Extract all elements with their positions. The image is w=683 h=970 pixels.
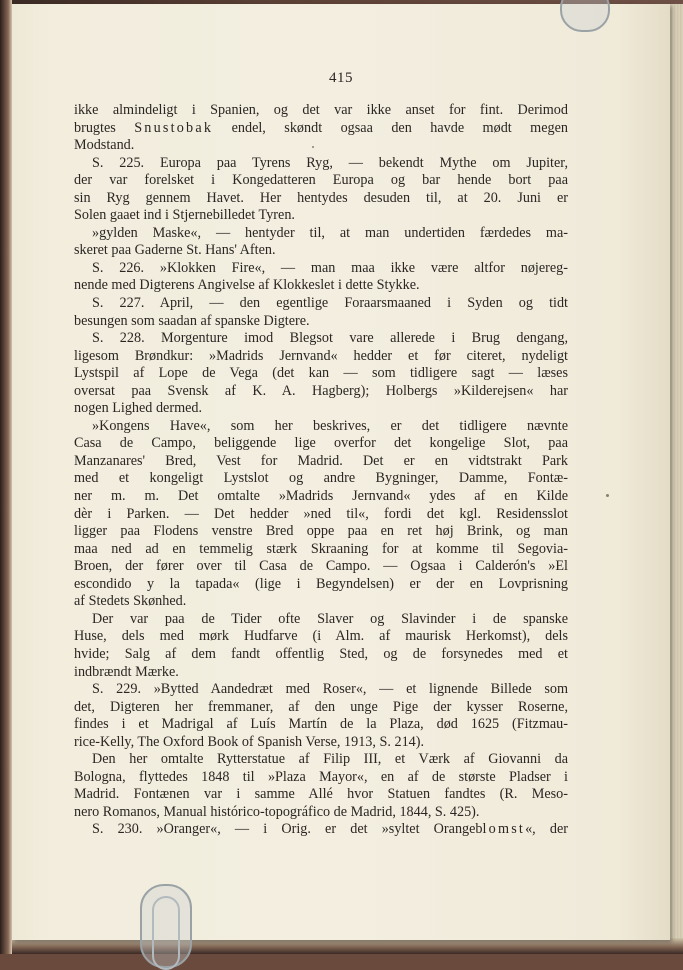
book-page (12, 4, 670, 940)
text-line (74, 277, 568, 295)
text-segment: Manzanares' Bred, Vest for Madrid. Det er en vidtstrakt Park (74, 452, 568, 469)
text-line (74, 786, 568, 804)
paper-clip-bottom (140, 884, 192, 968)
text-segment: skeret paa Gaderne St. Hans' Aften. (74, 242, 276, 259)
text-line (74, 593, 568, 611)
paper-speck (606, 494, 609, 497)
text-line (74, 699, 568, 717)
text-segment: Lystspil af Lope de Vega (det kan — som tidligere sagt — læses (74, 365, 568, 382)
text-line (74, 418, 568, 436)
text-line (74, 102, 568, 120)
text-segment: besungen som saadan af spanske Digtere. (74, 312, 310, 329)
text-segment: nero Romanos, Manual histórico-topográfico de Madrid, 1844, S. 425). (74, 803, 480, 820)
text-line (74, 225, 568, 243)
text-segment: »Kongens Have«, som her beskrives, er det tidligere nævnte (92, 417, 568, 434)
text-segment: Casa de Campo, beliggende lige overfor det kongelige Slot, paa (74, 435, 568, 452)
text-line (74, 664, 568, 682)
text-segment: Den her omtalte Rytterstatue af Filip III, et Værk af Giovanni da (92, 751, 568, 768)
text-line (74, 488, 568, 506)
paper-speck (312, 146, 314, 148)
text-segment: ikke almindeligt i Spanien, og det var ikke anset for fint. Derimod (74, 102, 568, 118)
text-segment: S. 226. »Klokken Fire«, — man maa ikke være altfor nøjereg- (92, 259, 568, 276)
text-line (74, 207, 568, 225)
spaced-emphasis: lomst (482, 821, 526, 838)
text-segment: ner m. m. Det omtalte »Madrids Jernvand« ydes af en Kilde (74, 488, 568, 505)
text-segment: findes i et Madrigal af Luís Martín de la Plaza, død 1625 (Fitzmau- (74, 716, 568, 733)
text-line (74, 295, 568, 313)
text-segment: med et kongeligt Lystslot og andre Bygninger, Damme, Fontæ- (74, 470, 568, 487)
text-line (74, 821, 568, 839)
text-body (74, 102, 568, 839)
text-line (74, 558, 568, 576)
text-segment: oversat paa Svensk af K. A. Hagberg); Holbergs »Kilderejsen« har (74, 382, 568, 399)
text-segment: escondido y la tapada« (lige i Begyndelsen) er der en Lovprisning (74, 575, 568, 592)
text-line (74, 751, 568, 769)
text-line (74, 470, 568, 488)
text-segment: rice-Kelly, The Oxford Book of Spanish Verse, 1913, S. 214). (74, 733, 425, 750)
text-line (74, 260, 568, 278)
text-segment: nogen Lighed dermed. (74, 400, 203, 417)
text-segment: «, der (525, 821, 568, 838)
text-segment: ligesom Brøndkur: »Madrids Jernvand« hedder et før citeret, nydeligt (74, 347, 568, 364)
text-segment: S. 227. April, — den egentlige Foraarsmaaned i Syden og tidt (92, 295, 568, 312)
text-line (74, 611, 568, 629)
text-segment: brugtes (74, 119, 135, 136)
text-segment: »gylden Maske«, — hentyder til, at man undertiden færdedes ma- (92, 224, 568, 241)
text-line (74, 506, 568, 524)
book-spine-edge (0, 0, 12, 954)
text-segment: af Stedets Skønhed. (74, 593, 187, 610)
text-line (74, 383, 568, 401)
text-line (74, 716, 568, 734)
text-segment: Bologna, flyttedes 1848 til »Plaza Mayor«, en af de største Pladser i (74, 768, 568, 785)
text-line (74, 348, 568, 366)
text-line (74, 155, 568, 173)
text-segment: ligger paa Flodens venstre Bred oppe paa en ret høj Brink, og man (74, 523, 568, 540)
text-segment: Modstand. (74, 137, 135, 154)
page-stack-edge (668, 4, 683, 940)
text-line (74, 804, 568, 822)
text-line (74, 576, 568, 594)
text-segment: indbrændt Mærke. (74, 663, 179, 680)
text-segment: hvide; Salg af dem fandt offentlig Sted, og de forsynedes med et (74, 645, 568, 662)
text-line (74, 400, 568, 418)
text-segment: S. 225. Europa paa Tyrens Ryg, — bekendt Mythe om Jupiter, (92, 154, 568, 171)
text-line (74, 681, 568, 699)
text-segment: endel, skøndt ogsaa den havde mødt megen (213, 119, 568, 136)
page-number: 415 (329, 70, 353, 86)
text-segment: der var forelsket i Kongedatteren Europa og bar hende bort paa (74, 172, 568, 189)
text-line (74, 365, 568, 383)
text-line (74, 523, 568, 541)
text-line (74, 646, 568, 664)
text-segment: S. 230. »Oranger«, — i Orig. er det »syltet Orangeb (92, 821, 483, 838)
spaced-emphasis: Snustobak (134, 119, 214, 136)
text-segment: Huse, dels med mørk Hudfarve (i Alm. af maurisk Herkomst), dels (74, 628, 568, 645)
text-line (74, 435, 568, 453)
text-line (74, 628, 568, 646)
text-segment: Madrid. Fontænen var i samme Allé hvor Statuen fandtes (R. Meso- (74, 786, 568, 803)
text-line (74, 172, 568, 190)
text-line (74, 453, 568, 471)
text-line (74, 734, 568, 752)
text-segment: Solen gaaet ind i Stjernebilledet Tyren. (74, 207, 295, 224)
text-line (74, 330, 568, 348)
text-segment: det, Digteren her fremmaner, af den unge Pige der kysser Roserne, (74, 698, 568, 715)
text-segment: S. 229. »Bytted Aandedræt med Roser«, — et lignende Billede som (92, 681, 568, 698)
text-segment: Der var paa de Tider ofte Slaver og Slavinder i de spanske (92, 610, 568, 627)
text-segment: sin Ryg gennem Havet. Her hentydes desuden til, at 20. Juni er (74, 189, 568, 206)
text-line (74, 137, 568, 155)
text-segment: Broen, der fører over til Casa de Campo. — Ogsaa i Calderón's »El (74, 558, 568, 575)
text-line (74, 313, 568, 331)
text-segment: nende med Digterens Angivelse af Klokkeslet i dette Stykke. (74, 277, 420, 294)
text-line (74, 541, 568, 559)
text-line (74, 769, 568, 787)
text-line (74, 120, 568, 138)
text-line (74, 190, 568, 208)
text-segment: S. 228. Morgenture imod Blegsot vare allerede i Brug dengang, (92, 330, 568, 347)
text-segment: dèr i Parken. — Det hedder »ned til«, fordi det kgl. Residensslot (74, 505, 568, 522)
text-line (74, 242, 568, 260)
text-segment: maa ned ad en temmelig stærk Skraaning for at komme til Segovia- (74, 540, 568, 557)
page-bottom-edge (12, 938, 683, 954)
